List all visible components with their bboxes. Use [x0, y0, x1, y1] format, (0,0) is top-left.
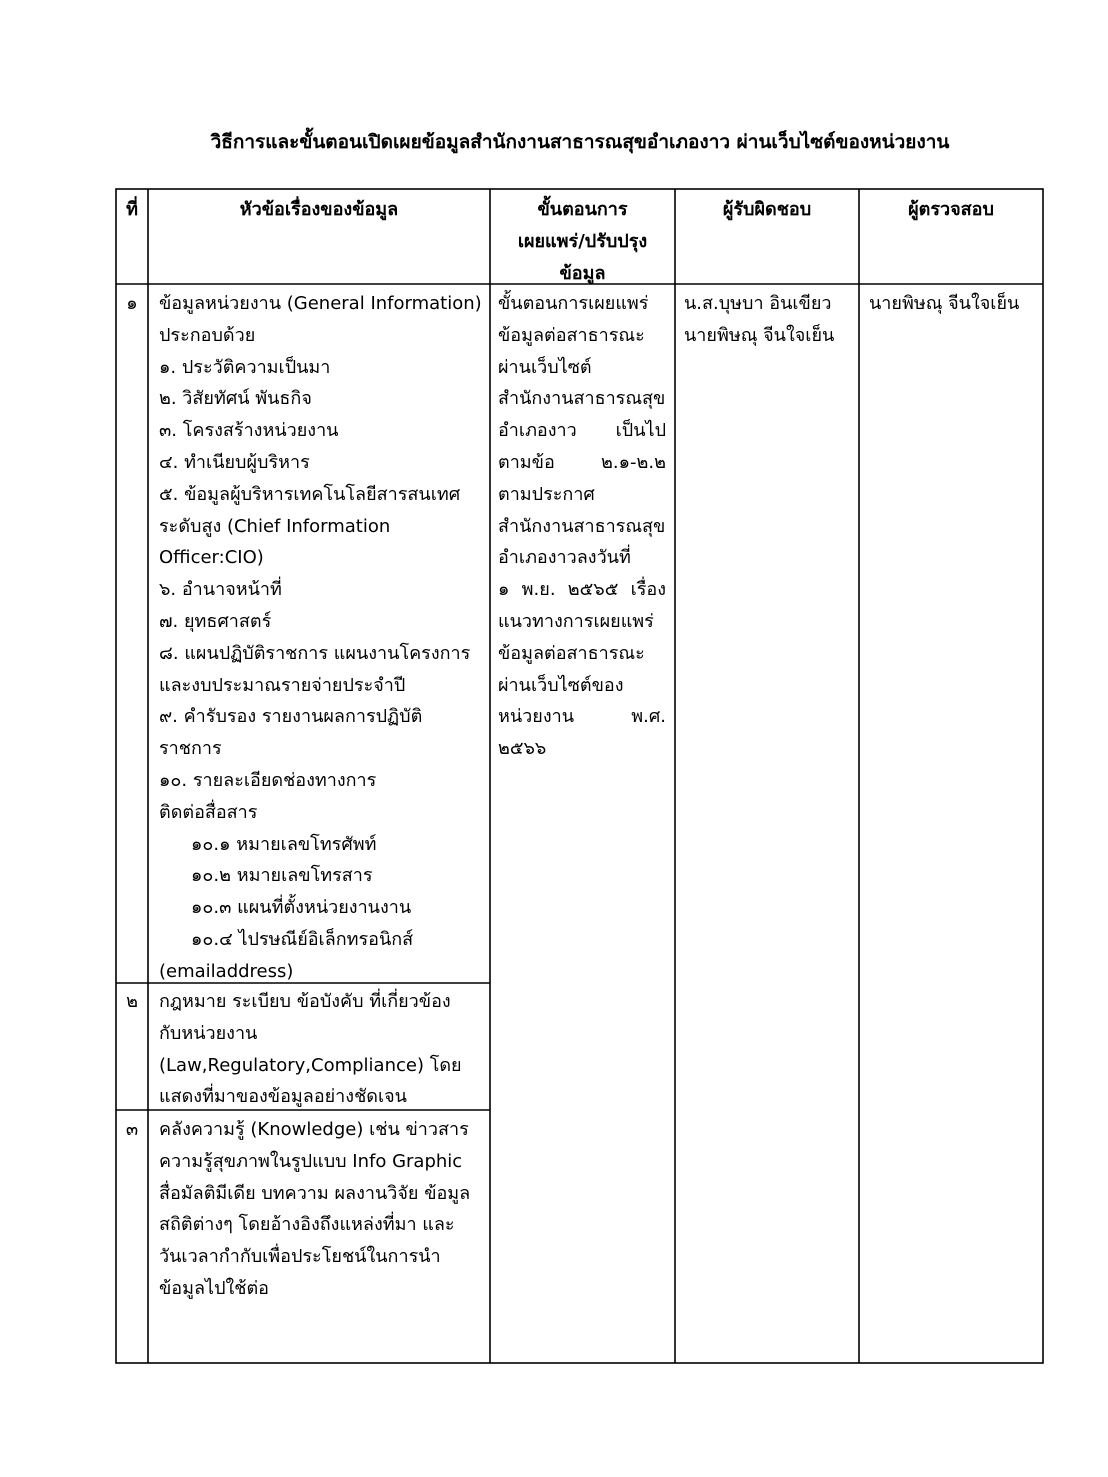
procedure-text: ขั้นตอนการเผยแพร่ ข้อมูลต่อสาธารณะ ผ่านเว็บไซต์ สำนักงานสาธารณสุข อำเภองาว เป็นไป ตามข้อ ๒.๑-๒.๒ ตามประกาศ สำนักงานสาธารณสุข อำเภองาวลงวันที่ ๑ พ.ย. ๒๕๖๕ เรื่อง แนวทางการเผยแพร่ ข้อมูลต่อสาธารณะ ผ่านเว็บไซต์ของ หน่วยงาน พ.ศ. ๒๕๖๖ — [498, 293, 666, 760]
header-reviewer: ผู้ตรวจสอบ — [908, 199, 994, 220]
header-responsible: ผู้รับผิดชอบ — [722, 199, 812, 220]
row-3-number: ๓ — [125, 1119, 139, 1140]
data-table — [115, 188, 1044, 1364]
row-2-topic: กฎหมาย ระเบียบ ข้อบังคับ ที่เกี่ยวข้อง กับหน่วยงาน (Law,Regulatory,Compliance) โดย แสดงที่มาของข้อมูลอย่างชัดเจน — [159, 991, 462, 1108]
row-2-number: ๒ — [126, 991, 138, 1012]
row-1-number: ๑ — [126, 293, 138, 314]
header-topic: หัวข้อเรื่องของข้อมูล — [239, 199, 399, 220]
row-3-topic: คลังความรู้ (Knowledge) เช่น ข่าวสาร ความรู้สุขภาพในรูปแบบ Info Graphic สื่อมัลติมีเดีย บทความ ผลงานวิจัย ข้อมูล สถิติต่างๆ โดยอ้างอิงถึงแหล่งที่มา และ วันเวลากำกับเพื่อประโยชน์ในการนำ ข้อมูลไปใช้ต่อ — [159, 1119, 471, 1299]
header-no: ที่ — [126, 199, 138, 220]
page-title: วิธีการและขั้นตอนเปิดเผยข้อมูลสำนักงานสาธารณสุขอำเภองาว ผ่านเว็บไซต์ของหน่วยงาน — [210, 131, 950, 153]
responsible-persons: น.ส.บุษบา อินเขียว นายพิษณุ จีนใจเย็น — [684, 293, 835, 346]
row-1-topic: ข้อมูลหน่วยงาน (General Information) ประกอบด้วย ๑. ประวัติความเป็นมา ๒. วิสัยทัศน์ พันธกิจ ๓. โครงสร้างหน่วยงาน ๔. ทำเนียบผู้บริหาร ๕. ข้อมูลผู้บริหารเทคโนโลยีสารสนเทศ ระดับสูง (Chief Information Officer:CIO) ๖. อำนาจหน้าที่ ๗. ยุทธศาสตร์ ๘. แผนปฏิบัติราชการ แผนงานโครงการ และงบประมาณรายจ่ายประจำปี ๙. คำรับรอง รายงานผลการปฏิบัติ ราชการ ๑๐. รายละเอียดช่องทางการ ติดต่อสื่อสาร ๑๐.๑ หมายเลขโทรศัพท์ ๑๐.๒ หมายเลขโทรสาร ๑๐.๓ แผนที่ตั้งหน่วยงานงาน ๑๐.๔ ไปรษณีย์อิเล็กทรอนิกส์ (emailaddress) — [159, 293, 482, 982]
reviewer-person: นายพิษณุ จีนใจเย็น — [869, 293, 1020, 314]
header-procedure: ขั้นตอนการ เผยแพร่/ปรับปรุง ข้อมูล — [517, 199, 648, 284]
